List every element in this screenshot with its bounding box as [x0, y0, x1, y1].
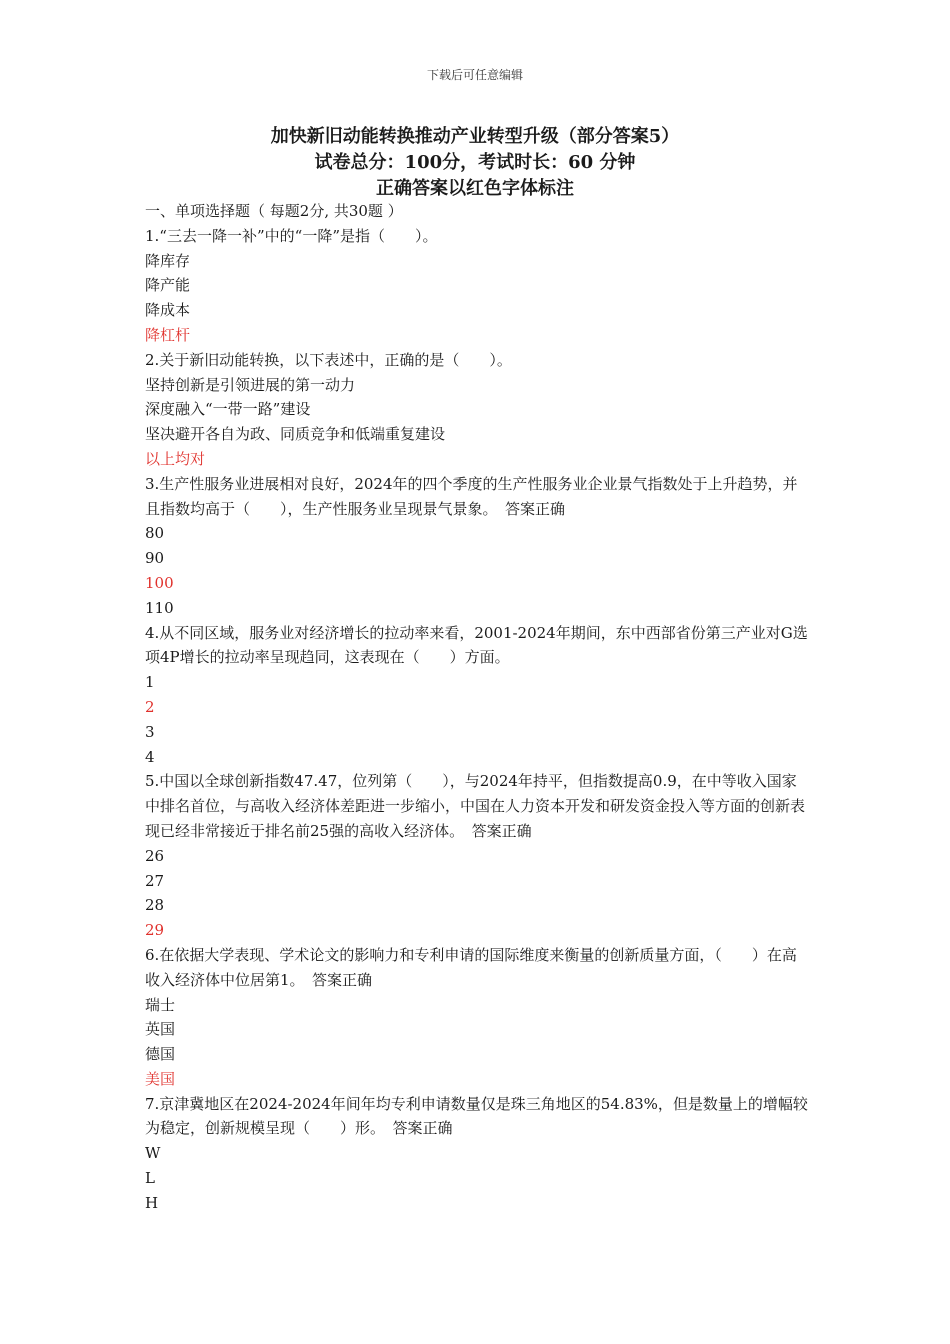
q2-option-b: 深度融入“一带一路”建设 — [145, 400, 311, 419]
q1-option-d-correct: 降杠杆 — [145, 325, 191, 344]
question-5: 5.中国以全球创新指数47.47，位列第（ ），与2024年持平，但指数提高0.9，在中等收入国家中排名首位，与高收入经济体差距进一步缩小，中国在人力资本开发和研发资金投入等方面的创新表现已经非常接近于排名前25强的高收入经济体。 答案正确 — [145, 772, 806, 840]
q1-option-b: 降产能 — [145, 276, 191, 295]
exam-title-block — [0, 124, 950, 202]
download-note: 下载后可任意编辑 — [426, 68, 523, 82]
q2-option-a: 坚持创新是引领进展的第一动力 — [145, 375, 356, 394]
exam-score-duration: 试卷总分：100分，考试时长：60 分钟 — [314, 152, 636, 173]
question-2: 2.关于新旧动能转换，以下表述中，正确的是（ ）。 — [145, 350, 512, 369]
exam-answer-note: 正确答案以红色字体标注 — [376, 178, 574, 199]
q6-option-c: 德国 — [145, 1045, 176, 1064]
question-4: 4.从不同区域，服务业对经济增长的拉动率来看，2001-2024年期间，东中西部省份第三产业对G选项4P增长的拉动率呈现趋同，这表现在（ ）方面。 — [145, 623, 808, 667]
q3-option-c-correct: 100 — [145, 573, 174, 592]
q6-option-a: 瑞士 — [145, 995, 176, 1014]
question-list — [145, 199, 810, 1216]
q6-option-d-correct: 美国 — [145, 1069, 176, 1088]
q6-option-b: 英国 — [145, 1020, 176, 1039]
question-7: 7.京津冀地区在2024-2024年间年均专利申请数量仅是珠三角地区的54.83%，但是数量上的增幅较为稳定，创新规模呈现（ ）形。 答案正确 — [145, 1094, 808, 1138]
q3-option-b: 90 — [145, 549, 165, 568]
q2-option-d-correct: 以上均对 — [145, 449, 206, 468]
q7-option-c: H — [145, 1193, 159, 1212]
q5-option-d-correct: 29 — [145, 921, 165, 940]
q5-option-a: 26 — [145, 846, 165, 865]
question-3: 3.生产性服务业进展相对良好，2024年的四个季度的生产性服务业企业景气指数处于上升趋势，并且指数均高于（ ），生产性服务业呈现景气景象。 答案正确 — [145, 474, 798, 518]
q1-option-a: 降库存 — [145, 251, 191, 270]
section-heading: 一、单项选择题（ 每题2分, 共30题 ） — [145, 202, 403, 220]
q1-option-c: 降成本 — [145, 301, 191, 320]
question-1: 1.“三去一降一补”中的“一降”是指（ ）。 — [145, 226, 438, 245]
q3-option-d: 110 — [145, 598, 174, 617]
q4-option-a: 1 — [145, 673, 155, 692]
q5-option-c: 28 — [145, 896, 165, 915]
q7-option-a: W — [145, 1144, 161, 1163]
q4-option-d: 4 — [145, 747, 155, 766]
q3-option-a: 80 — [145, 524, 165, 543]
exam-title: 加快新旧动能转换推动产业转型升级（部分答案5） — [270, 126, 680, 147]
q5-option-b: 27 — [145, 871, 165, 890]
q4-option-c: 3 — [145, 722, 155, 741]
q2-option-c: 坚决避开各自为政、同质竞争和低端重复建设 — [145, 425, 446, 444]
q7-option-b: L — [145, 1169, 155, 1188]
q4-option-b-correct: 2 — [145, 697, 155, 716]
question-6: 6.在依据大学表现、学术论文的影响力和专利申请的国际维度来衡量的创新质量方面，（ ）在高收入经济体中位居第1。 答案正确 — [145, 945, 797, 989]
